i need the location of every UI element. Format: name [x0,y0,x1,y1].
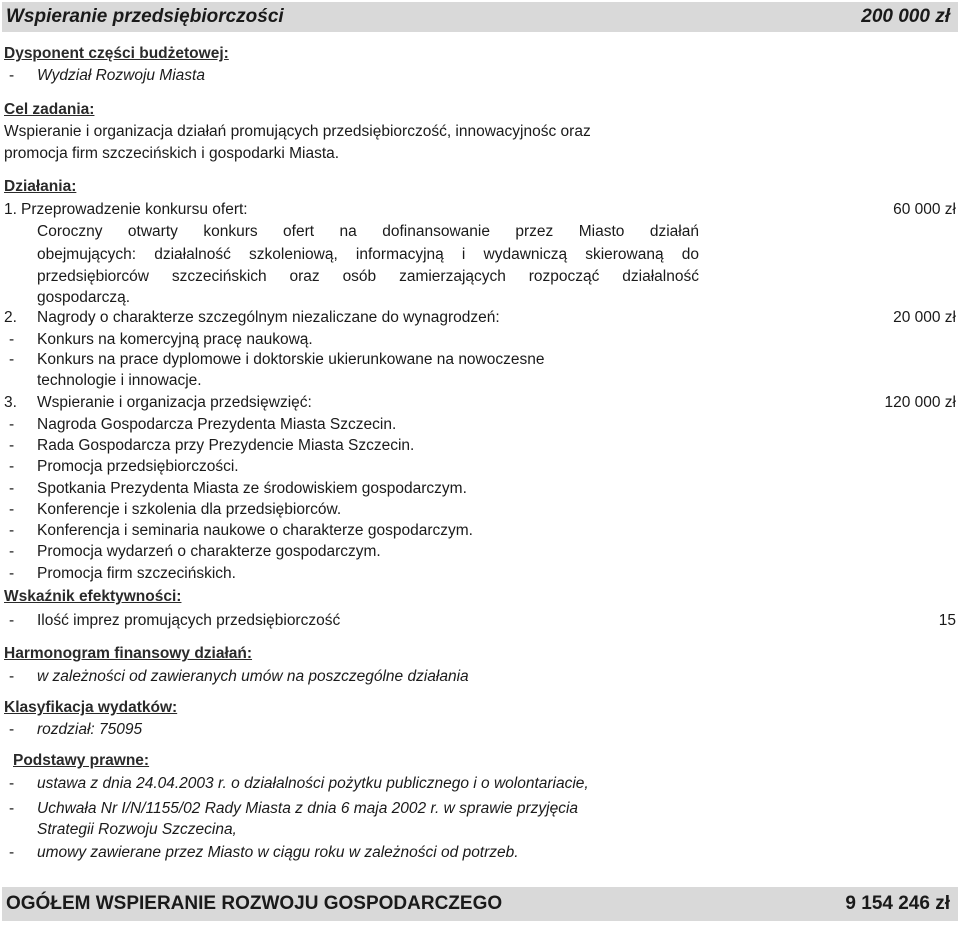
dzialania-heading: Działania: [4,178,77,195]
podstawy-heading: Podstawy prawne: [13,752,150,769]
item1-desc-line-2: obejmujących: działalność szkoleniową, informacyjną i wydawniczą skierowaną do [37,246,699,263]
item1-label: Przeprowadzenie konkursu ofert: [21,201,248,218]
item1-desc-line-1: Coroczny otwarty konkurs ofert na dofinansowanie przez Miasto działań [37,223,699,240]
dash: - [9,437,15,454]
item2-amount: 20 000 zł [893,309,956,326]
dysponent-dash: - [9,67,15,84]
item3-sub-3: Promocja przedsiębiorczości. [37,458,239,475]
harmonogram-dash: - [9,668,15,685]
item1-desc-line-3: przedsiębiorców szczecińskich oraz osób zamierzających rozpocząć działalność [37,268,699,285]
item2-sub-2-line-1: Konkurs na prace dyplomowe i doktorskie ukierunkowane na nowoczesne [37,351,545,368]
wskaznik-label: Ilość imprez promujących przedsiębiorczość [37,612,341,629]
podstawy-item-2-line-2: Strategii Rozwoju Szczecina, [37,821,237,838]
dash: - [9,416,15,433]
item3-number: 3. [4,394,17,411]
item2-label: Nagrody o charakterze szczególnym niezaliczane do wynagrodzeń: [37,309,500,326]
grand-total-bar [2,887,958,921]
dash: - [9,543,15,560]
grand-total-label: OGÓŁEM WSPIERANIE ROZWOJU GOSPODARCZEGO [6,893,503,914]
cel-line-1: Wspieranie i organizacja działań promujących przedsiębiorczość, innowacyjnośc oraz [4,123,591,140]
dash: - [9,501,15,518]
cel-heading: Cel zadania: [4,101,95,118]
podstawy-item-2-line-1: Uchwała Nr I/N/1155/02 Rady Miasta z dnia 6 maja 2002 r. w sprawie przyjęcia [37,800,579,817]
klasyfikacja-dash: - [9,721,15,738]
dash: - [9,775,15,792]
podstawy-item-1: ustawa z dnia 24.04.2003 r. o działalności pożytku publicznego i o wolontariacie, [37,775,589,792]
wskaznik-heading: Wskaźnik efektywności: [4,588,182,605]
dysponent-value: Wydział Rozwoju Miasta [37,67,205,84]
item3-sub-6: Konferencja i seminaria naukowe o charakterze gospodarczym. [37,522,473,539]
dash: - [9,565,15,582]
dash: - [9,844,15,861]
item1-amount: 60 000 zł [893,201,956,218]
item1-number: 1. [4,201,17,218]
item2-sub-1: Konkurs na komercyjną pracę naukową. [37,331,313,348]
dash: - [9,458,15,475]
item3-sub-1: Nagroda Gospodarcza Prezydenta Miasta Szczecin. [37,416,397,433]
harmonogram-heading: Harmonogram finansowy działań: [4,645,253,662]
item2-sub-2-line-2: technologie i innowacje. [37,372,202,389]
item3-sub-2: Rada Gospodarcza przy Prezydencie Miasta Szczecin. [37,437,415,454]
klasyfikacja-value: rozdział: 75095 [37,721,143,738]
podstawy-item-3: umowy zawierane przez Miasto w ciągu roku w zależności od potrzeb. [37,844,519,861]
item3-sub-4: Spotkania Prezydenta Miasta ze środowiskiem gospodarczym. [37,480,467,497]
dash: - [9,351,15,368]
klasyfikacja-heading: Klasyfikacja wydatków: [4,699,178,716]
item3-sub-8: Promocja firm szczecińskich. [37,565,236,582]
item3-sub-5: Konferencje i szkolenia dla przedsiębiorców. [37,501,342,518]
dysponent-heading: Dysponent części budżetowej: [4,45,229,62]
item3-amount: 120 000 zł [884,394,956,411]
item3-sub-7: Promocja wydarzeń o charakterze gospodarczym. [37,543,381,560]
section-title: Wspieranie przedsiębiorczości [6,6,284,27]
dash: - [9,800,15,817]
item2-number: 2. [4,309,17,326]
dash: - [9,522,15,539]
item1-desc-line-4: gospodarczą. [37,289,131,306]
section-title-bar [2,2,958,32]
dash: - [9,480,15,497]
dash: - [9,331,15,348]
section-total-amount: 200 000 zł [861,6,950,27]
item3-label: Wspieranie i organizacja przedsięwzięć: [37,394,312,411]
wskaznik-value: 15 [938,612,956,629]
harmonogram-value: w zależności od zawieranych umów na poszczególne działania [37,668,469,685]
wskaznik-dash: - [9,612,15,629]
grand-total-amount: 9 154 246 zł [845,893,950,914]
cel-line-2: promocja firm szczecińskich i gospodarki Miasta. [4,145,340,162]
